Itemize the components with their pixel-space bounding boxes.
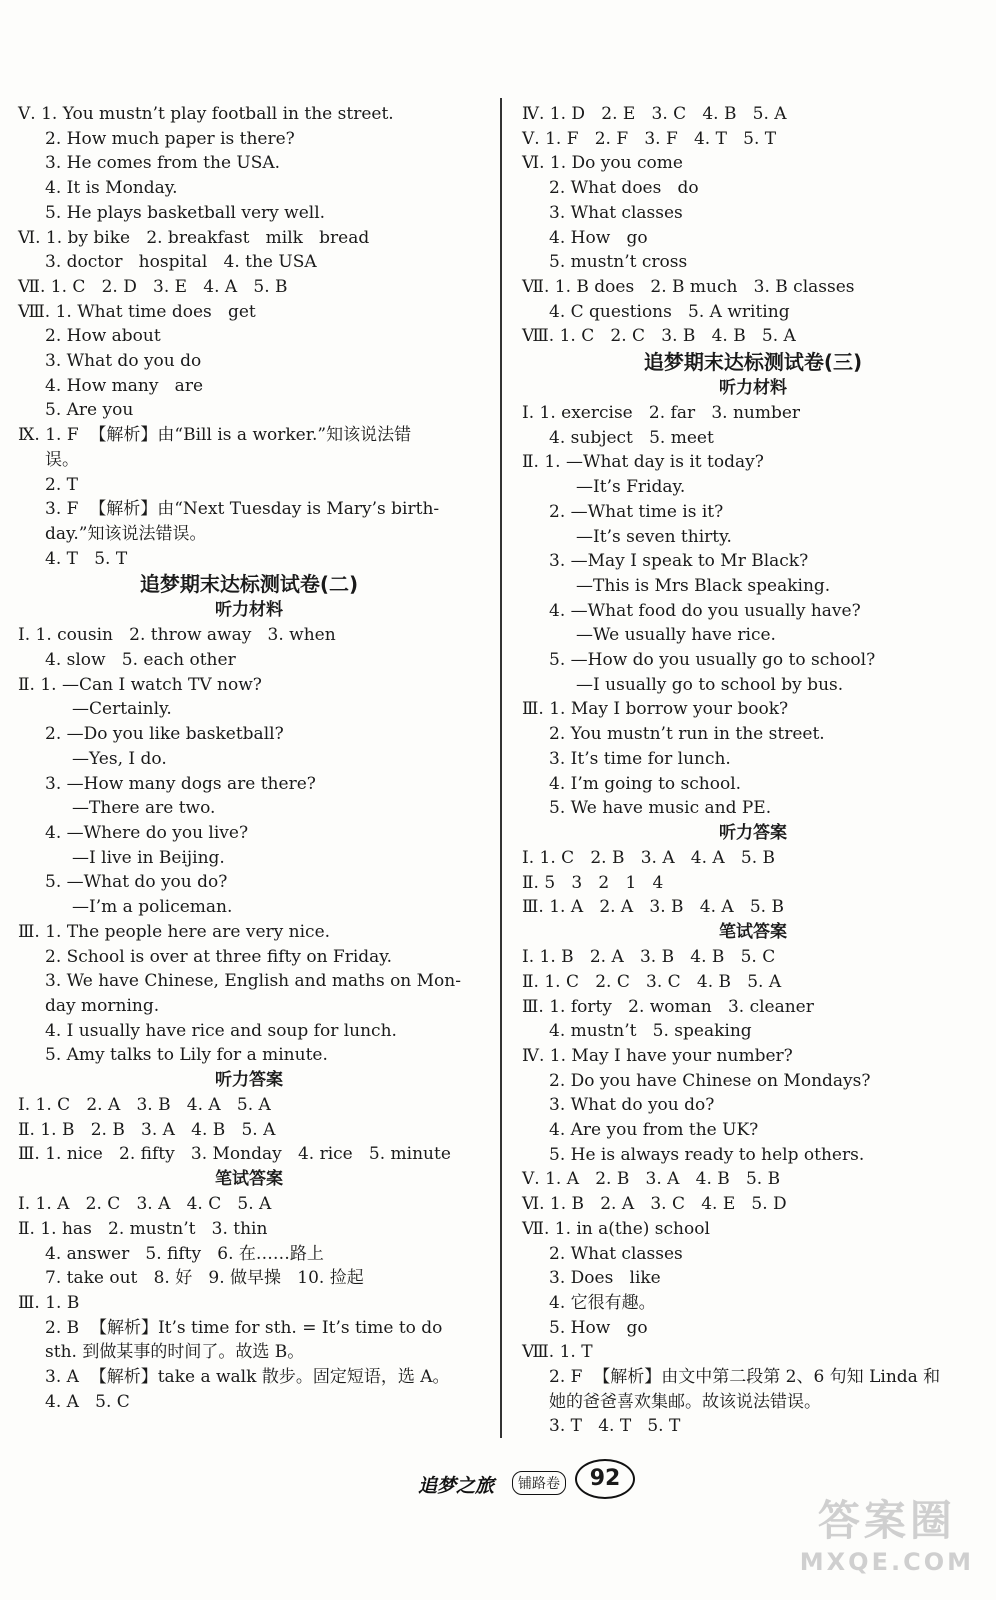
answer-line: Ⅲ. 1. A 2. A 3. B 4. A 5. B	[522, 897, 784, 918]
answer-line: Ⅱ. 1. —What day is it today?	[522, 452, 764, 473]
answer-line: Ⅰ. 1. C 2. B 3. A 4. A 5. B	[522, 847, 776, 868]
answer-line: 4. —What food do you usually have?	[522, 600, 861, 621]
answer-line: 误。	[18, 449, 80, 470]
answer-line: 2. B 【解析】It’s time for sth. = It’s time to do	[18, 1317, 443, 1338]
page-number: 92	[575, 1459, 635, 1499]
answer-line: 3. T 4. T 5. T	[522, 1416, 681, 1437]
answer-line: 4. It is Monday.	[18, 178, 178, 199]
answer-line: 3. —How many dogs are there?	[18, 773, 316, 794]
answer-line: —Certainly.	[18, 699, 172, 720]
answer-line: Ⅲ. 1. The people here are very nice.	[18, 921, 331, 942]
answer-line: Ⅶ. 1. C 2. D 3. E 4. A 5. B	[18, 276, 288, 297]
watermark-top: 答案圈	[817, 1496, 956, 1545]
answer-line: Ⅱ. 1. —Can I watch TV now?	[18, 674, 262, 695]
answer-line: 5. —What do you do?	[18, 872, 228, 893]
answer-line: 2. School is over at three fifty on Friday.	[18, 946, 393, 967]
answer-line: 3. He comes from the USA.	[18, 153, 281, 174]
answer-line: Ⅶ. 1. B does 2. B much 3. B classes	[522, 276, 855, 297]
answer-line: Ⅶ. 1. in a(the) school	[522, 1218, 710, 1239]
answer-line: 2. —What time is it?	[522, 501, 724, 522]
section-subtitle: 听力答案	[215, 1070, 283, 1091]
answer-line: Ⅰ. 1. C 2. A 3. B 4. A 5. A	[18, 1095, 271, 1116]
answer-line: 3. What do you do	[18, 351, 202, 372]
answer-line: 4. Are you from the UK?	[522, 1120, 759, 1141]
answer-line: 3. Does like	[522, 1268, 661, 1289]
answer-line: —There are two.	[18, 798, 216, 819]
answer-line: Ⅴ. 1. A 2. B 3. A 4. B 5. B	[522, 1169, 781, 1190]
answer-line: Ⅳ. 1. May I have your number?	[522, 1045, 793, 1066]
answer-line: Ⅲ. 1. forty 2. woman 3. cleaner	[522, 996, 814, 1017]
section-subtitle: 听力材料	[215, 600, 283, 621]
answer-line: Ⅰ. 1. exercise 2. far 3. number	[522, 403, 801, 424]
answer-line: Ⅰ. 1. A 2. C 3. A 4. C 5. A	[18, 1194, 272, 1215]
answer-line: 4. mustn’t 5. speaking	[522, 1021, 752, 1042]
section-title: 追梦期末达标测试卷(三)	[643, 350, 863, 375]
answer-line: 2. Do you have Chinese on Mondays?	[522, 1070, 871, 1091]
answer-line: 4. —Where do you live?	[18, 822, 249, 843]
answer-line: 她的爸爸喜欢集邮。故该说法错误。	[522, 1391, 822, 1412]
section-subtitle: 听力答案	[719, 822, 787, 843]
answer-line: 2. How much paper is there?	[18, 128, 295, 149]
answer-line: 2. What classes	[522, 1243, 683, 1264]
answer-line: Ⅴ. 1. F 2. F 3. F 4. T 5. T	[522, 128, 777, 149]
answer-line: 4. I usually have rice and soup for lunch.	[18, 1020, 397, 1041]
answer-line: 4. T 5. T	[18, 548, 128, 569]
answer-line: 4. 它很有趣。	[522, 1292, 656, 1313]
answer-line: 2. What does do	[522, 178, 699, 199]
answer-line: 5. How go	[522, 1317, 648, 1338]
answer-line: 4. I’m going to school.	[522, 773, 742, 794]
answer-line: —I usually go to school by bus.	[522, 674, 844, 695]
answer-line: 3. F 【解析】由“Next Tuesday is Mary’s birth-	[18, 499, 440, 520]
answer-line: 2. T	[18, 474, 78, 495]
answer-line: 3. We have Chinese, English and maths on Mon-	[18, 971, 461, 992]
left-column	[18, 102, 480, 1414]
footer-brand: 追梦之旅	[418, 1475, 495, 1497]
section-subtitle: 笔试答案	[215, 1169, 283, 1190]
answer-line: 5. mustn’t cross	[522, 252, 688, 273]
answer-line: Ⅷ. 1. C 2. C 3. B 4. B 5. A	[522, 326, 796, 347]
answer-line: Ⅵ. 1. by bike 2. breakfast milk bread	[18, 227, 370, 248]
answer-line: 4. slow 5. each other	[18, 650, 236, 671]
answer-line: 4. answer 5. fifty 6. 在……路上	[18, 1243, 324, 1264]
answer-line: Ⅱ. 1. B 2. B 3. A 4. B 5. A	[18, 1119, 276, 1140]
answer-line: 4. How go	[522, 227, 648, 248]
answer-line: 4. A 5. C	[18, 1391, 130, 1412]
answer-line: Ⅷ. 1. T	[522, 1342, 593, 1363]
answer-line: —Yes, I do.	[18, 748, 167, 769]
answer-line: 5. —How do you usually go to school?	[522, 650, 876, 671]
answer-line: sth. 到做某事的时间了。故选 B。	[18, 1342, 305, 1363]
section-subtitle: 笔试答案	[719, 922, 787, 943]
watermark-bottom: MXQE.COM	[799, 1548, 974, 1576]
answer-line: —I’m a policeman.	[18, 897, 233, 918]
answer-line: —It’s Friday.	[522, 477, 686, 498]
answer-line: 7. take out 8. 好 9. 做早操 10. 捡起	[18, 1268, 364, 1289]
answer-line: Ⅵ. 1. B 2. A 3. C 4. E 5. D	[522, 1194, 787, 1215]
answer-line: 5. He is always ready to help others.	[522, 1144, 865, 1165]
answer-line: 2. You mustn’t run in the street.	[522, 724, 825, 745]
answer-line: Ⅳ. 1. D 2. E 3. C 4. B 5. A	[522, 104, 787, 124]
answer-line: 3. A 【解析】take a walk 散步。固定短语，选 A。	[18, 1367, 450, 1388]
answer-line: Ⅰ. 1. cousin 2. throw away 3. when	[18, 625, 336, 646]
answer-line: 3. doctor hospital 4. the USA	[18, 252, 317, 273]
section-title: 追梦期末达标测试卷(二)	[139, 572, 359, 597]
answer-line: Ⅲ. 1. B	[18, 1292, 80, 1313]
answer-line: 4. subject 5. meet	[522, 427, 714, 448]
answer-line: day morning.	[18, 995, 160, 1016]
answer-line: Ⅷ. 1. What time does get	[18, 301, 256, 322]
column-divider	[500, 98, 502, 1438]
answer-line: Ⅸ. 1. F 【解析】由“Bill is a worker.”知该说法错	[18, 425, 412, 446]
right-column	[522, 102, 984, 1439]
answer-line: 5. He plays basketball very well.	[18, 202, 326, 223]
section-subtitle: 听力材料	[719, 378, 787, 399]
answer-line: 3. It’s time for lunch.	[522, 748, 731, 769]
answer-line: Ⅱ. 5 3 2 1 4	[522, 872, 664, 893]
answer-line: 5. Are you	[18, 400, 134, 421]
answer-line: Ⅲ. 1. May I borrow your book?	[522, 699, 789, 720]
answer-line: —I live in Beijing.	[18, 847, 225, 868]
watermark	[800, 1488, 974, 1576]
answer-line: 5. Amy talks to Lily for a minute.	[18, 1045, 328, 1066]
answer-line: day.”知该说法错误。	[18, 523, 207, 544]
answer-line: Ⅰ. 1. B 2. A 3. B 4. B 5. C	[522, 947, 776, 968]
answer-line: Ⅴ. 1. You mustn’t play football in the street.	[18, 104, 394, 124]
answer-line: Ⅲ. 1. nice 2. fifty 3. Monday 4. rice 5. minute	[18, 1144, 451, 1165]
answer-line: —This is Mrs Black speaking.	[522, 575, 831, 596]
answer-line: 4. How many are	[18, 375, 203, 396]
answer-line: Ⅵ. 1. Do you come	[522, 153, 683, 174]
answer-line: —It’s seven thirty.	[522, 526, 732, 547]
answer-line: 3. —May I speak to Mr Black?	[522, 551, 809, 572]
answer-line: —We usually have rice.	[522, 625, 776, 646]
answer-line: 3. What classes	[522, 202, 683, 223]
answer-line: 2. —Do you like basketball?	[18, 724, 284, 745]
answer-line: Ⅱ. 1. C 2. C 3. C 4. B 5. A	[522, 971, 782, 992]
footer-badge: 铺路卷	[512, 1471, 566, 1495]
answer-line: Ⅱ. 1. has 2. mustn’t 3. thin	[18, 1218, 268, 1239]
answer-line: 4. C questions 5. A writing	[522, 301, 790, 322]
answer-line: 3. What do you do?	[522, 1095, 715, 1116]
answer-line: 2. How about	[18, 326, 161, 347]
answer-line: 2. F 【解析】由文中第二段第 2、6 句知 Linda 和	[522, 1367, 941, 1388]
answer-line: 5. We have music and PE.	[522, 798, 772, 819]
